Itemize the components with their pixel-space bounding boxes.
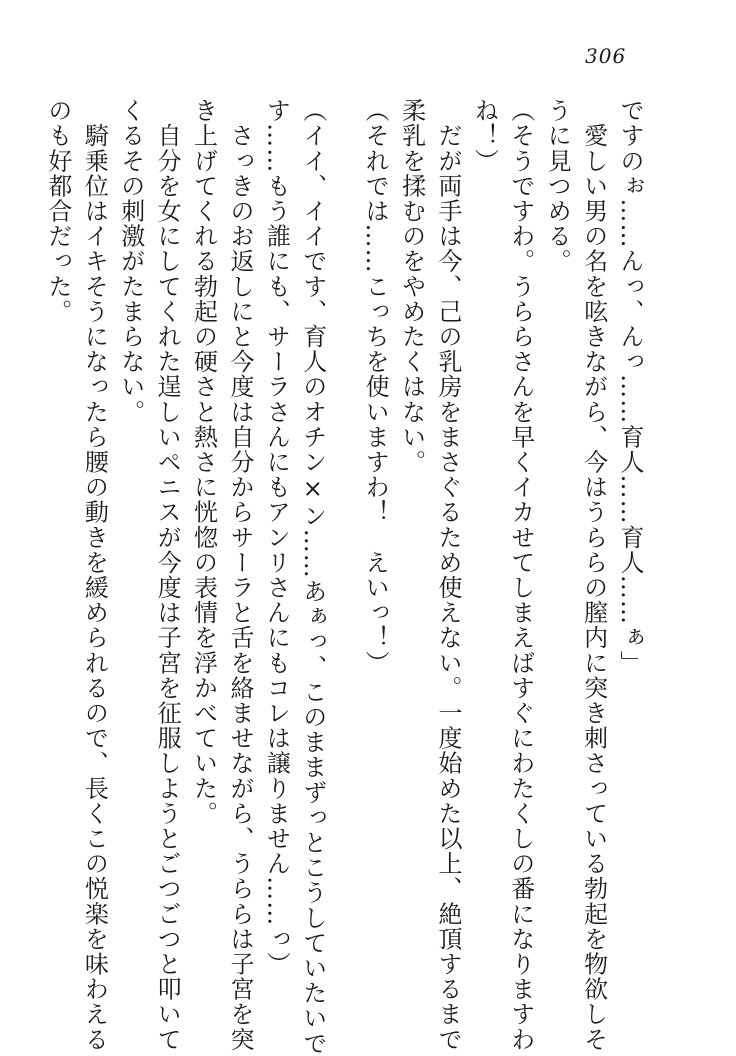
text-line: す……もう誰にも、サーラさんにもアンリさんにもコレは譲りません……っ） [262, 98, 291, 977]
text-line: のも好都合だった。 [43, 98, 72, 324]
text-line: さっきのお返しにと今度は自分からサーラと舌を絡ませながら、うららは子宮を突 [225, 98, 254, 1052]
text-line: くるその刺激がたまらない。 [116, 98, 145, 425]
text-line: 自分を女にしてくれた逞しいペニスが今度は子宮を征服しようとごつごつと叩いて [153, 98, 182, 1052]
text-line: うに見つめる。 [543, 98, 572, 274]
text-line: 柔乳を揉むのをやめたくはない。 [397, 98, 426, 475]
text-line: だが両手は今、己の乳房をまさぐるため使えない。一度始めた以上、絶頂するまで [433, 98, 462, 1052]
text-line: き上げてくれる勃起の硬さと熱さに恍惚の表情を浮かべていた。 [189, 98, 218, 826]
text-line: （そうですわ。うららさんを早くイカせてしまえばすぐにわたくしの番になりますわ [506, 98, 535, 1052]
text-line: 騎乗位はイキそうになったら腰の動きを緩められるので、長くこの悦楽を味わえる [80, 98, 109, 1052]
text-line: ね！） [470, 98, 499, 174]
text-line: 愛しい男の名を呟きながら、今はうららの膣内に突き刺さっている勃起を物欲しそ [579, 98, 608, 1052]
text-line: （イイ、イイです、育人のオチン×ン……あぁっ、このままずっとこうしていたいで [298, 98, 327, 1056]
page-number: 306 [585, 44, 627, 68]
scene-break [331, 98, 357, 978]
text-line: （それでは……こっちを使いますわ！ えいっ！） [361, 98, 390, 676]
vertical-text-body [40, 98, 649, 1056]
text-line: ですのぉ……んっ、んっ……育人……育人……ぁ」 [616, 98, 644, 676]
